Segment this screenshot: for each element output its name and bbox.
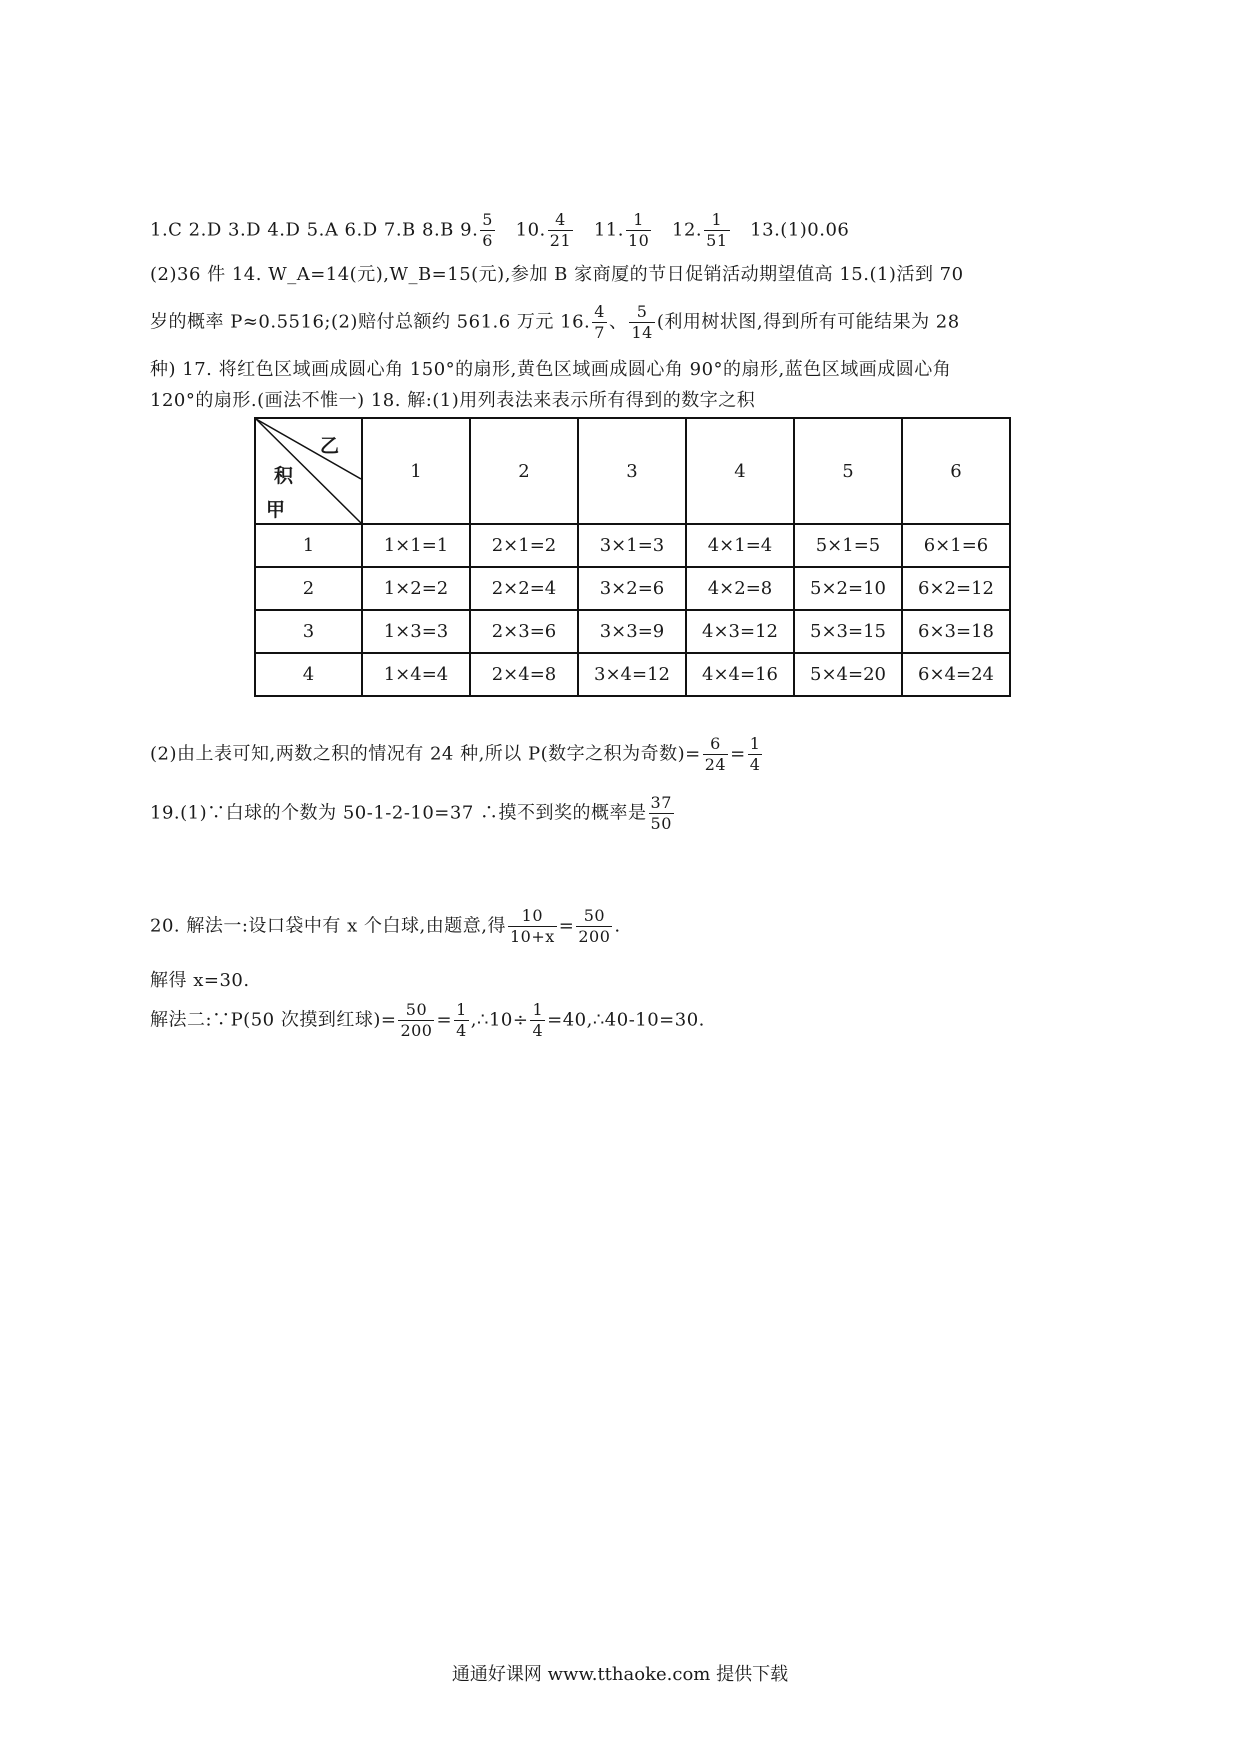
table-cell: 4×1=4 [686,524,794,567]
row-label: 1 [255,524,362,567]
q18-fraction-1: $\frac{6}{24}$ [704,734,727,774]
table-cell: 3×2=6 [578,567,686,610]
corner-label-jia: 甲 [266,499,286,521]
row-label: 3 [255,610,362,653]
col-header: 6 [902,418,1010,524]
q20-fraction-2: $\frac{50}{200}$ [578,906,611,946]
table-cell: 5×3=15 [794,610,902,653]
q20-method2 [150,1002,705,1039]
table-cell: 2×4=8 [470,653,578,696]
q19-text: 19.(1)∵白球的个数为 50-1-2-10=37 ∴摸不到奖的概率是 [150,802,647,824]
q16-fraction-1: $\frac{4}{7}$ [594,302,605,342]
q20-m2-equals: = [436,1009,453,1031]
q9-fraction: $\frac{5}{6}$ [482,210,493,250]
q20-m2-fraction-3: $\frac{1}{4}$ [532,1000,544,1040]
q16-fraction-2: $\frac{5}{14}$ [631,302,653,342]
table-cell: 1×2=2 [362,567,470,610]
table-cell: 1×1=1 [362,524,470,567]
table-cell: 3×4=12 [578,653,686,696]
col-header: 1 [362,418,470,524]
table-cell: 1×3=3 [362,610,470,653]
q18-part2 [150,736,764,773]
corner-label-ji: 积 [274,465,294,487]
table-cell: 4×3=12 [686,610,794,653]
answers-line-3 [150,304,960,341]
product-table [254,417,1011,697]
q20-fraction-1: $\frac{10}{10+x}$ [509,906,555,946]
table-cell: 3×1=3 [578,524,686,567]
table-cell: 2×2=4 [470,567,578,610]
q20-method2-b: ,∴10÷ [470,1009,529,1031]
table-cell: 6×4=24 [902,653,1010,696]
row-label: 4 [255,653,362,696]
q20-method2-c: =40,∴40-10=30. [547,1009,705,1031]
q19-fraction: $\frac{37}{50}$ [650,793,672,833]
q20-equals: = [558,915,575,937]
q20-method2-a: 解法二:∵P(50 次摸到红球)= [150,1009,397,1031]
row-label: 2 [255,567,362,610]
q12-fraction: $\frac{1}{51}$ [706,210,728,250]
answers-line-5: 120°的扇形.(画法不惟一) 18. 解:(1)用列表法来表示所有得到的数字之积 [150,390,756,411]
table-corner-cell [255,418,362,524]
table-cell: 6×2=12 [902,567,1010,610]
q16-separator: 、 [608,311,628,333]
table-cell: 4×4=16 [686,653,794,696]
q20-m2-fraction-1: $\frac{50}{200}$ [400,1000,433,1040]
table-cell: 3×3=9 [578,610,686,653]
table-cell: 6×3=18 [902,610,1010,653]
table-cell: 2×1=2 [470,524,578,567]
q11-label: 11. [593,219,624,241]
q11-fraction: $\frac{1}{10}$ [627,210,650,250]
table-cell: 5×2=10 [794,567,902,610]
q10-fraction: $\frac{4}{21}$ [549,210,572,250]
corner-label-yi: 乙 [319,435,339,457]
table-cell: 5×4=20 [794,653,902,696]
q13-answer: 13.(1)0.06 [750,219,850,241]
q10-label: 10. [515,219,546,241]
q18-fraction-2: $\frac{1}{4}$ [749,734,761,774]
table-cell: 2×3=6 [470,610,578,653]
table-cell: 1×4=4 [362,653,470,696]
table-row [255,567,1010,610]
answers-1-to-9: 1.C 2.D 3.D 4.D 5.A 6.D 7.B 8.B 9. [150,219,479,241]
q18-part2-text: (2)由上表可知,两数之积的情况有 24 种,所以 P(数字之积为奇数)= [150,743,701,765]
q20-method1 [150,908,621,945]
q20-text: 20. 解法一:设口袋中有 x 个白球,由题意,得 [150,915,506,937]
q16-note: (利用树状图,得到所有可能结果为 28 [656,311,960,333]
table-row [255,610,1010,653]
table-cell: 5×1=5 [794,524,902,567]
col-header: 5 [794,418,902,524]
col-header: 2 [470,418,578,524]
q20-m2-fraction-2: $\frac{1}{4}$ [456,1000,467,1040]
q20-solve: 解得 x=30. [150,970,250,991]
answers-line-2: (2)36 件 14. W_A=14(元),W_B=15(元),参加 B 家商厦的节日促销活动期望值高 15.(1)活到 70 [150,264,964,285]
col-header: 4 [686,418,794,524]
table-cell: 6×1=6 [902,524,1010,567]
page-footer: 通通好课网 www.tthaoke.com 提供下载 [451,1664,789,1685]
answers-line-4: 种) 17. 将红色区域画成圆心角 150°的扇形,黄色区域画成圆心角 90°的扇形,蓝色区域画成圆心角 [150,359,952,380]
q20-period: . [614,915,621,937]
table-row [255,653,1010,696]
table-row [255,524,1010,567]
table-cell: 4×2=8 [686,567,794,610]
col-header: 3 [578,418,686,524]
q18-equals: = [730,743,746,765]
answers-line-1 [150,212,849,249]
q19 [150,795,676,832]
table-header-row [255,418,1010,524]
q15-q16-text: 岁的概率 P≈0.5516;(2)赔付总额约 561.6 万元 16. [150,311,591,333]
q12-label: 12. [672,219,703,241]
